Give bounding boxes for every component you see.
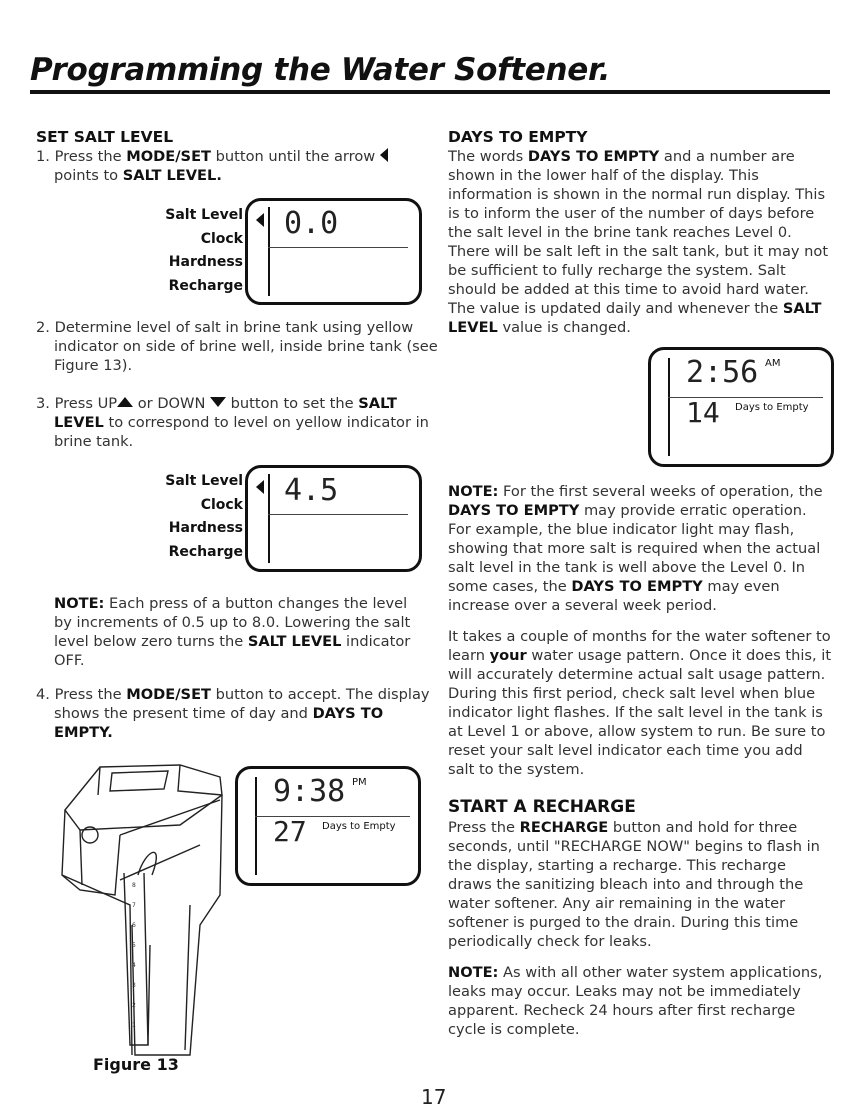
display2-labels: Salt Level Clock Hardness Recharge (165, 473, 243, 560)
salt-level-display-2 (245, 465, 422, 572)
water-softener-illustration (40, 755, 240, 1060)
time-display-1 (235, 766, 421, 886)
figure-caption: Figure 13 (93, 1055, 179, 1074)
down-arrow-icon (210, 397, 226, 407)
scale-mark: 5 (132, 942, 136, 949)
scale-mark: 1 (132, 1022, 136, 1029)
display-days-label: Days to Empty (322, 821, 396, 832)
days-to-empty-p2: It takes a couple of months for the water softener to learn your water usage pattern. Once it does this, it will accurately determine actual salt usage pattern. During this first period, check salt level when blue indicator light flashes. If the salt level in the tank is at Level 1 or above, allow system to run. Be sure to reset your salt level indicator each time you add salt to the system. (448, 628, 832, 778)
display-time: 9:38 (273, 774, 346, 809)
display-time: 2:56 (686, 355, 759, 390)
scale-mark: 8 (132, 882, 136, 889)
start-recharge-heading: START A RECHARGE (448, 797, 636, 817)
scale-mark: 3 (132, 982, 136, 989)
start-recharge-p1: Press the RECHARGE button and hold for three seconds, until "RECHARGE NOW" begins to flash in the display, starting a recharge. This recharge draws the sanitizing bleach into and through the water softener. Any air remaining in the water softener is purged to the drain. During this time periodically check for leaks. (448, 819, 820, 950)
days-note: NOTE: For the first several weeks of operation, the DAYS TO EMPTY may provide erratic operation. For example, the blue indicator light may flash, showing that more salt is required when the actual salt level in the tank is well above the Level 0. In some cases, the DAYS TO EMPTY may even increase over a several week period. (448, 483, 823, 614)
display-days: 14 (686, 396, 720, 429)
scale-mark: 4 (132, 962, 136, 969)
days-to-empty-heading: DAYS TO EMPTY (448, 128, 588, 146)
display-ampm: PM (352, 777, 367, 788)
scale-mark: 7 (132, 902, 136, 909)
scale-mark: 6 (132, 922, 136, 929)
step-1: 1. Press the MODE/SET button until the arrow points to SALT LEVEL. (36, 147, 454, 185)
time-display-2 (648, 347, 834, 467)
step-2: 2. Determine level of salt in brine tank using yellow indicator on side of brine well, inside brine tank (see Figure 13). (36, 319, 438, 374)
page-number: 17 (421, 1085, 447, 1109)
page-title: Programming the Water Softener. (30, 52, 611, 88)
step-3: 3. Press UP or DOWN button to set the SALT LEVEL to correspond to level on yellow indicator in brine tank. (36, 395, 429, 450)
salt-note: NOTE: Each press of a button changes the level by increments of 0.5 up to 8.0. Lowering the salt level below zero turns the SALT LEVEL indicator OFF. (54, 595, 411, 669)
set-salt-level-heading: SET SALT LEVEL (36, 128, 174, 146)
display-days: 27 (273, 815, 307, 848)
step-4: 4. Press the MODE/SET button to accept. The display shows the present time of day and DAYS TO EMPTY. (36, 686, 430, 741)
recharge-note: NOTE: As with all other water system applications, leaks may occur. Leaks may not be immediately apparent. Recheck 24 hours after first recharge cycle is complete. (448, 964, 823, 1038)
display-value: 4.5 (284, 473, 339, 508)
days-to-empty-p1: The words DAYS TO EMPTY and a number are shown in the lower half of the display. This information is shown in the normal run display. This is to inform the user of the number of days before the salt level in the brine tank reaches Level 0. There will be salt left in the salt tank, but it may not be sufficient to fully recharge the system. Salt should be added at this time to avoid hard water. The value is updated daily and whenever the SALT LEVEL value is changed. (448, 148, 829, 336)
arrow-left-icon (380, 148, 388, 162)
arrow-left-icon (256, 213, 264, 227)
display-days-label: Days to Empty (735, 402, 809, 413)
display-value: 0.0 (284, 206, 339, 241)
up-arrow-icon (117, 397, 133, 407)
display1-labels: Salt Level Clock Hardness Recharge (165, 207, 243, 294)
salt-level-display-1 (245, 198, 422, 305)
display-ampm: AM (765, 358, 781, 369)
scale-mark: 2 (132, 1002, 136, 1009)
title-rule (30, 90, 830, 94)
arrow-left-icon (256, 480, 264, 494)
